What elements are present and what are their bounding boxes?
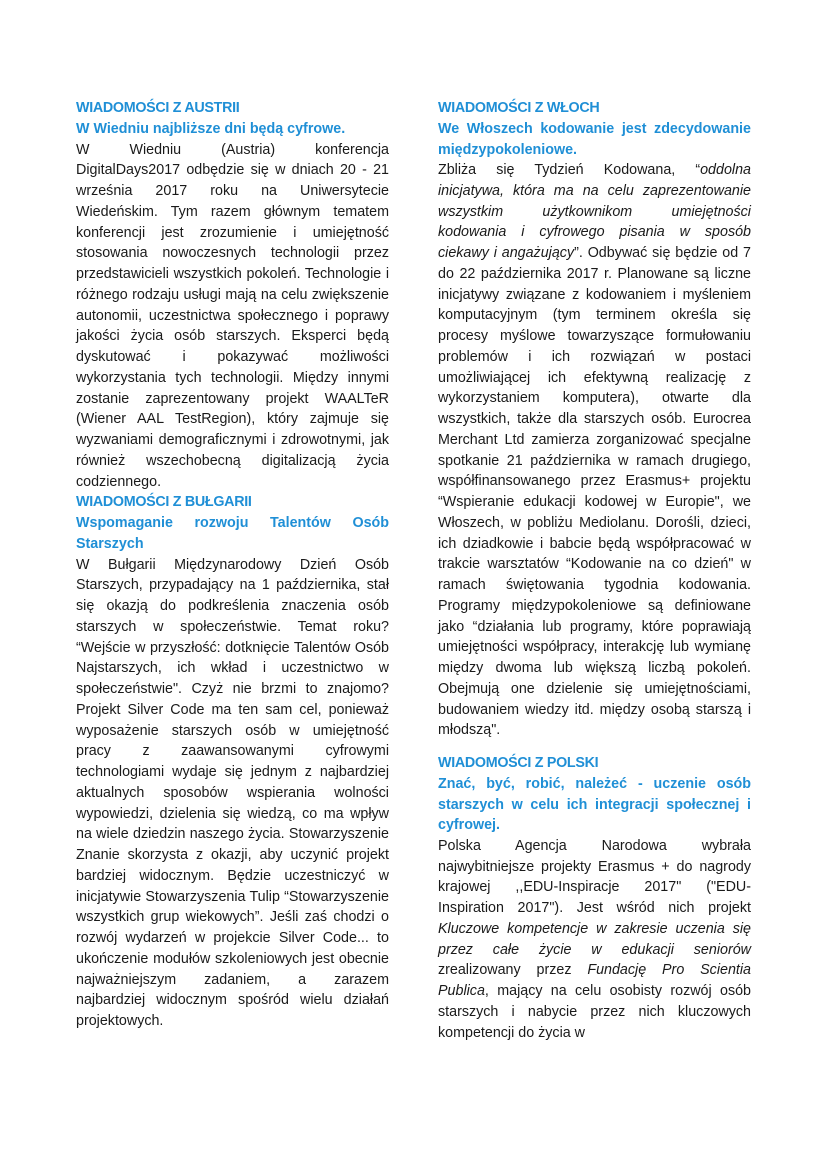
bulgaria-article-title: Wspomaganie rozwoju Talentów Osób Starszych xyxy=(76,515,389,552)
italy-section-heading: WIADOMOŚCI Z WŁOCH xyxy=(438,100,600,116)
italy-body-quote: oddolna inicjatywa, która ma na celu zaprezentowanie wszystkim użytkownikom umiejętności kodowania i cyfrowego pisania w sposób ciekawy i angażujący xyxy=(438,162,751,262)
italy-body-main: ”. Odbywać się będzie od 7 do 22 października 2017 r. Planowane są liczne inicjatywy związane z kodowaniem i myśleniem komputacyjnym (tym terminem określa się procesy myślowe towarzyszące formułowaniu problemów i ich rozwiązań w postaci umożliwiającej ich efektywną realizację z wykorzystaniem komputera), otwarte dla wszystkich, także dla starszych osób. Eurocrea Merchant Ltd zamierza zorganizować specjalne spotkanie 21 października w ramach drugiego, współfinansowanego przez Erasmus+ projektu “Wspieranie edukacji kodowej w Europie", we Włoszech, w pobliżu Mediolanu. Dorośli, dzieci, ich dziadkowie i babcie będą współpracować w trakcie warsztatów “Kodowanie na co dzień" w ramach świętowania tygodnia kodowania. Programy międzypokoleniowe są definiowane jako “działania lub programy, które poprawiają umiejętności współpracy, interakcję lub wymianę między dwoma lub większą liczbą pokoleń. Obejmują one dzielenie się umiejętnościami, budowaniem wiedzy itd. między osobą starszą i młodszą". xyxy=(438,245,751,739)
poland-article-body xyxy=(438,836,751,1044)
italy-news-section xyxy=(438,98,751,741)
bulgaria-article-body: W Bułgarii Międzynarodowy Dzień Osób Starszych, przypadający na 1 października, stał się okazją do podkreślenia znaczenia osób starszych w społeczeństwie. Temat roku? “Wejście w przyszłość: dotknięcie Talentów Osób Najstarszych, ich wkład i uczestnictwo w społeczeństwie". Czyż nie brzmi to znajomo? Projekt Silver Code ma ten sam cel, ponieważ wyposażenie starszych osób w umiejętność pracy z zaawansowanymi cyfrowymi technologiami wydaje się jednym z najbardziej aktualnych sposobów wspierania wolności wypowiedzi, dzielenia się wiedzą, co ma wpływ na wiele dziedzin naszego życia. Stowarzyszenie Znanie skorzysta z okazji, aby uczynić projekt bardziej widocznym. Będzie uczestniczyć w inicjatywie Stowarzyszenia Tulip “Stowarzyszenie wszystkich grup wiekowych”. Jeśli zaś chodzi o rozwój wydarzeń w projekcie Silver Code... to ukończenie modułów szkoleniowych jest obecnie najważniejszym zadaniem, a zarazem najbardziej widocznym spośród wielu działań projektowych. xyxy=(76,556,389,1030)
bulgaria-section-heading: WIADOMOŚCI Z BUŁGARII xyxy=(76,494,252,511)
austria-article-body: W Wiedniu (Austria) konferencja DigitalDays2017 odbędzie się w dniach 20 - 21 września 2017 roku na Uniwersytecie Wiedeńskim. Tym razem głównym tematem konferencji jest zrozumienie i umiejętność stosowania nowoczesnych technologii przez przedstawicieli wszystkich pokoleń. Technologie i różnego rodzaju usługi mają na celu zwiększenie autonomii, uczestnictwa społecznego i poprawy jakości życia osób starszych. Eksperci będą dyskutować i pokazywać możliwości wykorzystania tych technologii. Między innymi zostanie zaprezentowany projekt WAALTeR (Wiener AAL TestRegion), który zajmuje się wyzwaniami demograficznymi i zdrowotnymi, jak również wszechobecną digitalizacją życia codziennego. xyxy=(76,141,389,490)
italy-article-body xyxy=(438,160,751,741)
italy-body-intro: Zbliża się Tydzień Kodowana, “ xyxy=(438,162,701,179)
austria-section-heading: WIADOMOŚCI Z AUSTRII xyxy=(76,100,240,116)
poland-article-title: Znać, być, robić, należeć - uczenie osób starszych w celu ich integracji społecznej i cyfrowej. xyxy=(438,776,751,834)
italy-article-title: We Włoszech kodowanie jest zdecydowanie międzypokoleniowe. xyxy=(438,121,751,158)
bulgaria-news-section xyxy=(76,492,389,1031)
poland-project-name: Kluczowe kompetencje w zakresie uczenia się przez całe życie w edukacji seniorów xyxy=(438,920,751,958)
right-column xyxy=(438,98,751,1043)
austria-article-title: W Wiedniu najbliższe dni będą cyfrowe. xyxy=(76,121,346,137)
left-column xyxy=(76,98,389,1032)
poland-foundation-name: Fundację Pro Scientia Publica xyxy=(438,962,752,1000)
poland-body-part-1: Polska Agencja Narodowa wybrała najwybitniejsze projekty Erasmus + do nagrody krajowej ,,EDU-Inspiracje 2017" ("EDU-Inspiration 2017"). Jest wśród nich projekt xyxy=(438,837,751,917)
poland-body-part-2: zrealizowany przez xyxy=(438,962,588,979)
austria-news-section xyxy=(76,98,389,492)
poland-news-section xyxy=(438,753,751,1043)
poland-section-heading: WIADOMOŚCI Z POLSKI xyxy=(438,755,599,772)
poland-body-part-3: , mający na celu osobisty rozwój osób starszych i nabycie przez nich kluczowych kompetencji do życia w xyxy=(438,983,751,1041)
